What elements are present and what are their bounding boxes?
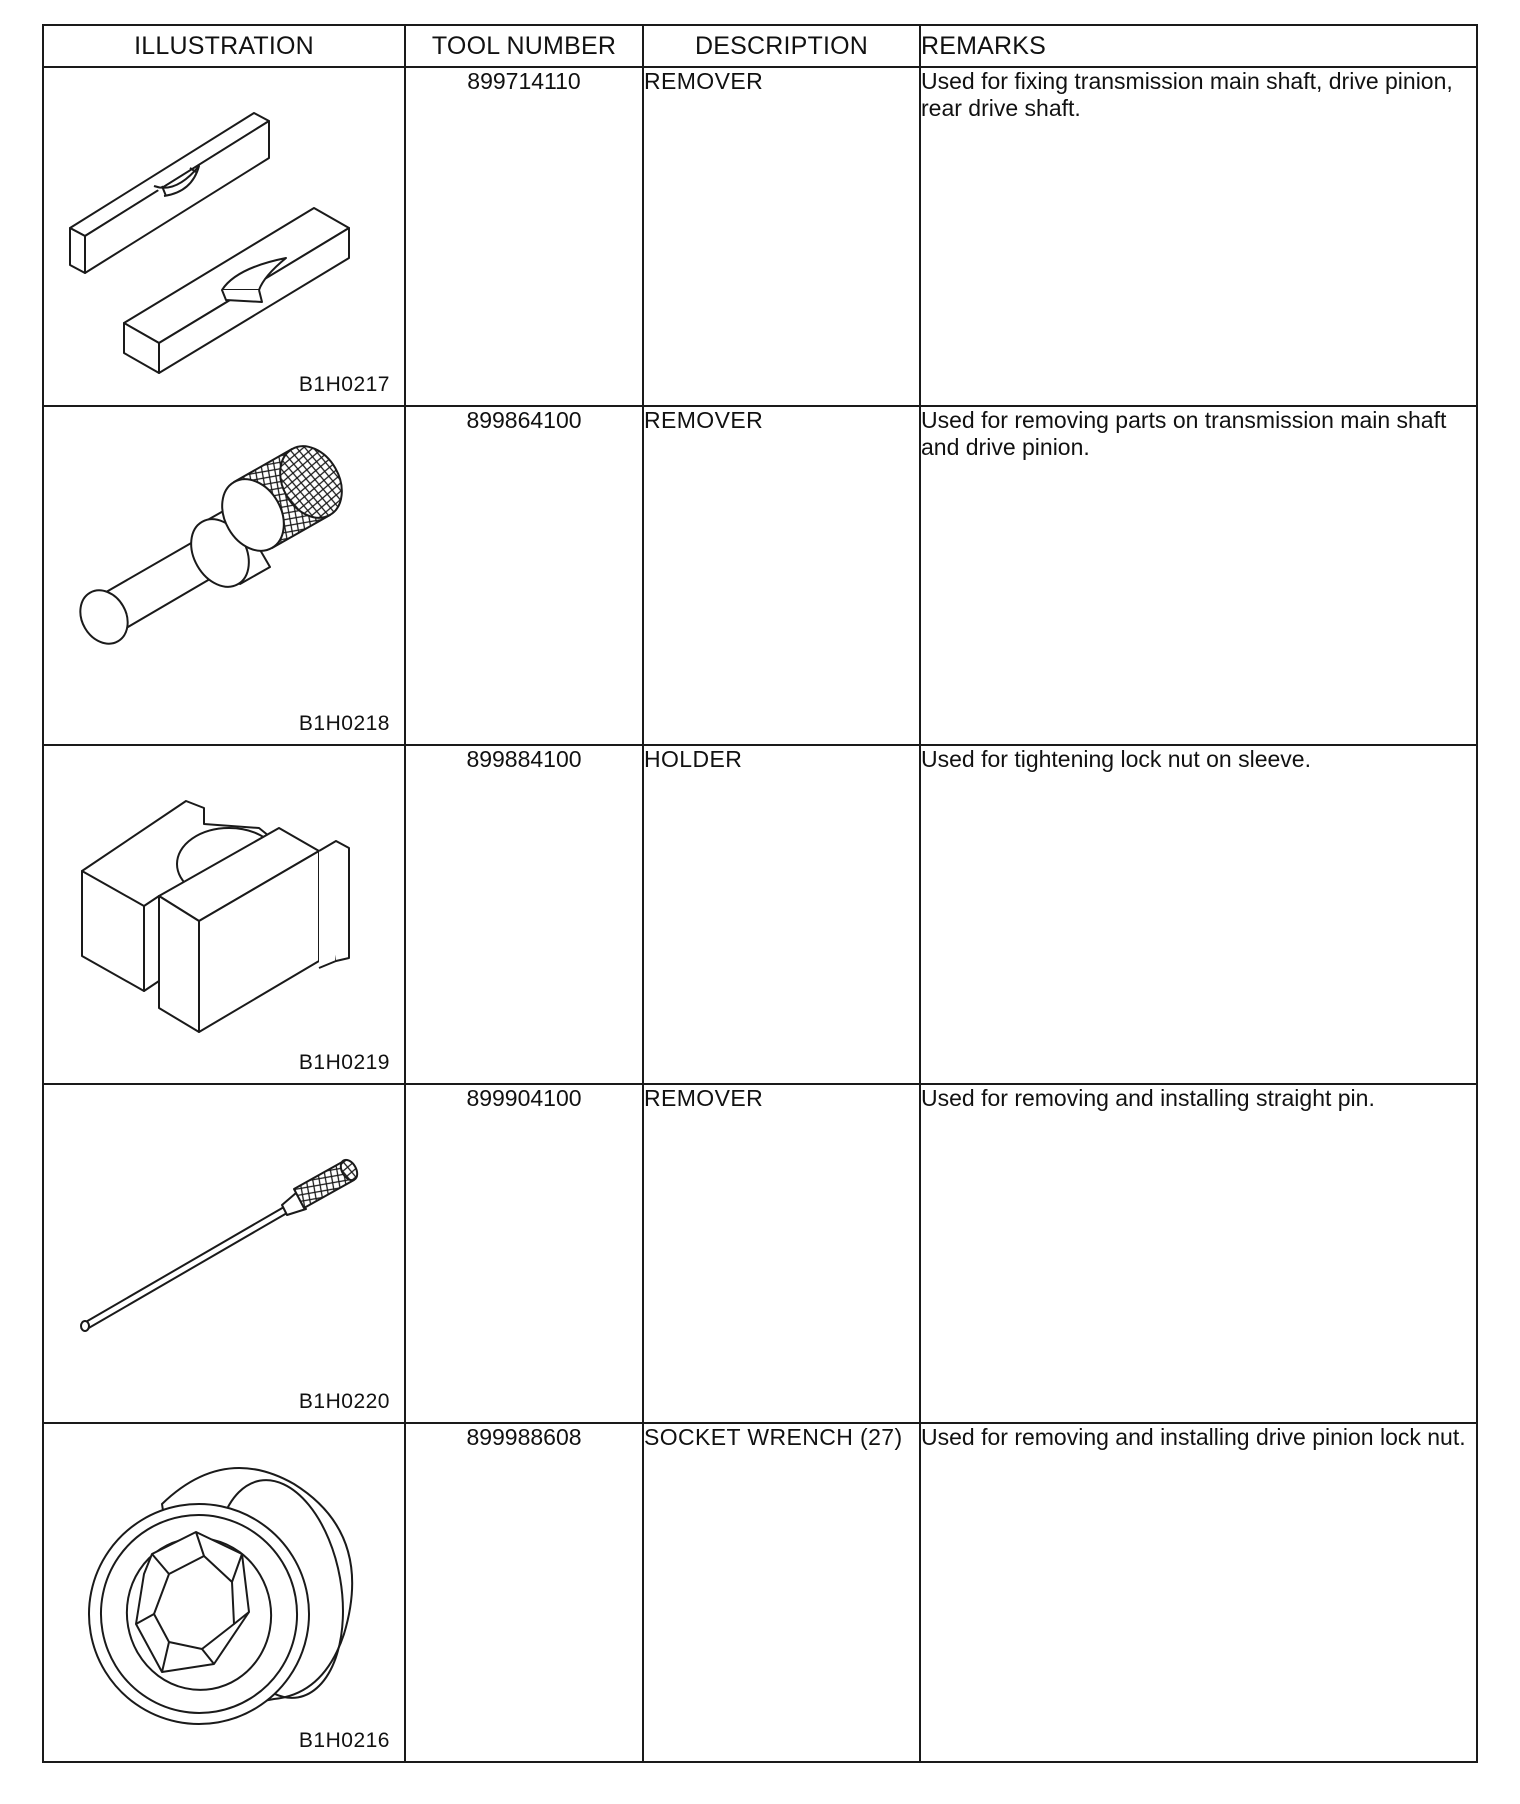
remarks-cell: Used for tightening lock nut on sleeve. (920, 745, 1477, 1084)
knurled-remover-illustration (44, 407, 402, 742)
table-row (43, 1084, 1477, 1423)
header-row (43, 25, 1477, 67)
illustration-cell (43, 745, 405, 1084)
tool-number-cell: 899904100 (405, 1084, 643, 1423)
figure-code: B1H0218 (298, 712, 390, 735)
header-illustration: ILLUSTRATION (43, 25, 405, 67)
remarks-cell: Used for fixing transmission main shaft, drive pinion, rear drive shaft. (920, 67, 1477, 406)
holder-illustration (44, 746, 402, 1081)
description-cell: REMOVER (643, 1084, 920, 1423)
figure-code: B1H0216 (298, 1729, 390, 1752)
description-cell: REMOVER (643, 406, 920, 745)
header-tool-number: TOOL NUMBER (405, 25, 643, 67)
special-tools-table (42, 24, 1478, 1763)
tool-number-cell: 899884100 (405, 745, 643, 1084)
illustration-cell (43, 1423, 405, 1762)
table-row (43, 67, 1477, 406)
figure-code: B1H0219 (298, 1051, 390, 1074)
illustration-cell (43, 67, 405, 406)
tool-number-cell: 899864100 (405, 406, 643, 745)
header-description: DESCRIPTION (643, 25, 920, 67)
header-remarks: REMARKS (920, 25, 1477, 67)
illustration-cell (43, 1084, 405, 1423)
figure-code: B1H0217 (298, 373, 390, 396)
figure-code: B1H0220 (298, 1390, 390, 1413)
table-row (43, 1423, 1477, 1762)
split-bar-remover-illustration (44, 68, 402, 403)
socket-wrench-illustration (44, 1424, 402, 1759)
table-row (43, 406, 1477, 745)
description-cell: REMOVER (643, 67, 920, 406)
description-cell: HOLDER (643, 745, 920, 1084)
pin-remover-illustration (44, 1085, 402, 1420)
tool-number-cell: 899988608 (405, 1423, 643, 1762)
tool-number-cell: 899714110 (405, 67, 643, 406)
remarks-cell: Used for removing and installing straight pin. (920, 1084, 1477, 1423)
table-row (43, 745, 1477, 1084)
remarks-cell: Used for removing parts on transmission main shaft and drive pinion. (920, 406, 1477, 745)
remarks-cell: Used for removing and installing drive pinion lock nut. (920, 1423, 1477, 1762)
illustration-cell (43, 406, 405, 745)
description-cell: SOCKET WRENCH (27) (643, 1423, 920, 1762)
